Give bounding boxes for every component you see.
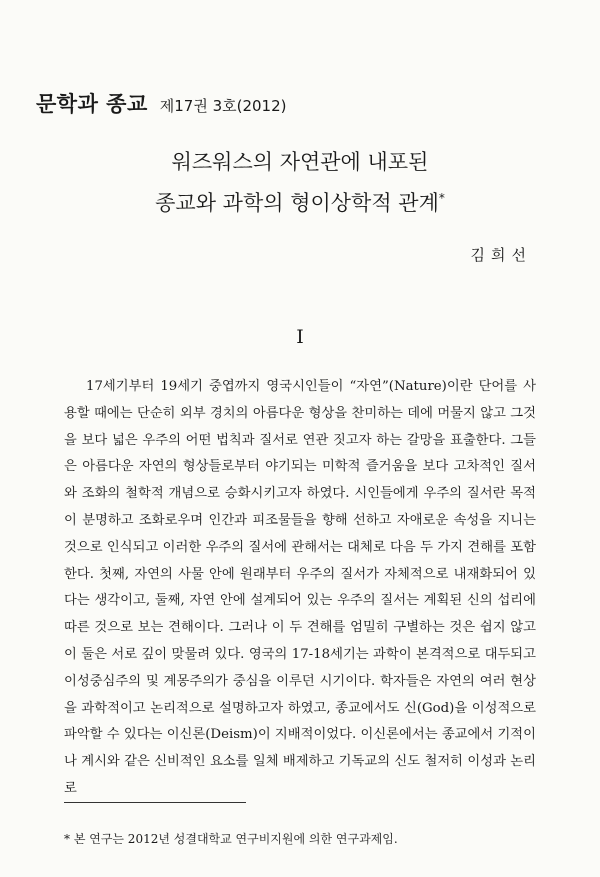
running-header (36, 88, 287, 118)
issue-number: 제17권 3호(2012) (159, 97, 287, 115)
paper-title (0, 144, 600, 221)
title-line-1: 워즈워스의 자연관에 내포된 (171, 150, 429, 174)
section-number: I (296, 326, 304, 348)
author-name: 김희선 (470, 246, 532, 264)
footnote: * 본 연구는 2012년 성결대학교 연구비지원에 의한 연구과제임. (64, 832, 398, 846)
title-line-2-text: 종교와 과학의 형이상학적 관계 (155, 191, 439, 215)
body-text (64, 374, 536, 803)
footnote-divider (64, 802, 246, 803)
journal-logo: 문학과 종교 (36, 92, 148, 116)
footnote-marker: * (438, 191, 445, 205)
title-line-2 (0, 180, 600, 221)
body-paragraph: 17세기부터 19세기 중엽까지 영국시인들이 “자연”(Nature)이란 단어를 사용할 때에는 단순히 외부 경치의 아름다운 형상을 찬미하는 데에 머물지 않고 그것을 보다 넓은 우주의 어떤 법칙과 질서로 연관 짓고자 하는 갈망을 표출한다. 그들은 아름다운 자연의 형상들로부터 야기되는 미학적 즐거움을 보다 고차적인 질서와 조화의 철학적 개념으로 승화시키고자 하였다. 시인들에게 우주의 질서란 목적이 분명하고 조화로우며 인간과 피조물들을 향해 선하고 자애로운 속성을 지니는 것으로 인식되고 이러한 우주의 질서에 관해서는 대체로 다음 두 가지 견해를 포함한다. 첫째, 자연의 사물 안에 원래부터 우주의 질서가 자체적으로 내재화되어 있다는 생각이고, 둘째, 자연 안에 설계되어 있는 우주의 질서는 계획된 신의 섭리에 따른 것으로 보는 견해이다. 그러나 이 두 견해를 엄밀히 구별하는 것은 쉽지 않고 이 둘은 서로 깊이 맞물려 있다. 영국의 17-18세기는 과학이 본격적으로 대두되고 이성중심주의 및 계몽주의가 중심을 이루던 시기이다. 학자들은 자연의 여러 현상을 과학적이고 논리적으로 설명하고자 하였고, 종교에서도 신(God)을 이성적으로 파악할 수 있다는 이신론(Deism)이 지배적이었다. 이신론에서는 종교에서 기적이나 계시와 같은 신비적인 요소를 일체 배제하고 기독교의 신도 철저히 이성과 논리로 (64, 379, 536, 796)
